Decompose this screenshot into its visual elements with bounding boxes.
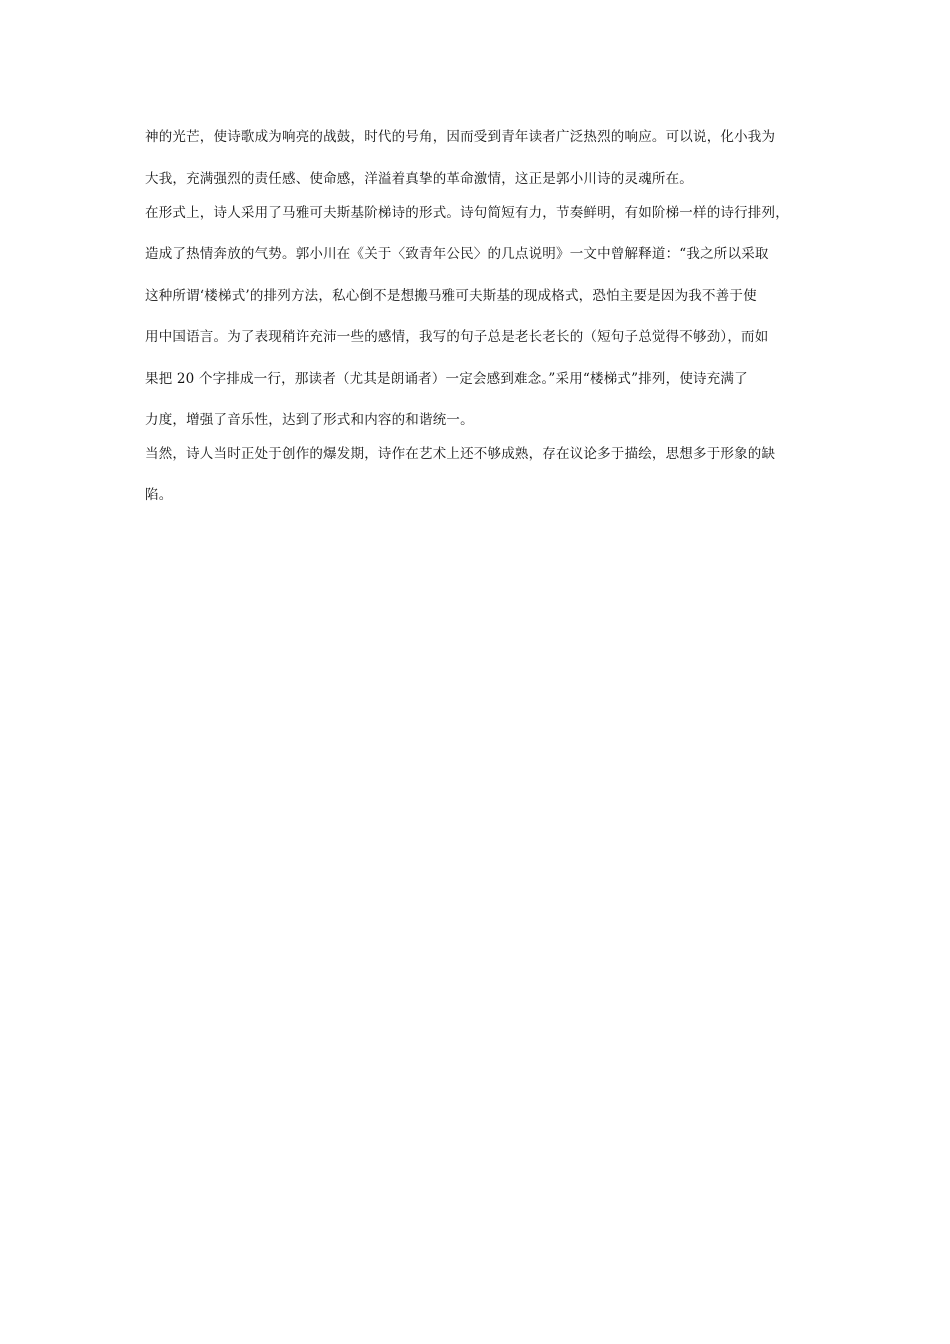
text-line: 当然，诗人当时正处于创作的爆发期，诗作在艺术上还不够成熟，存在议论多于描绘，思想多于形象的缺 <box>145 446 776 462</box>
text-line: 这种所谓‘楼梯式’的排列方法，私心倒不是想搬马雅可夫斯基的现成格式，恐怕主要是因为我不善于使 <box>145 288 757 304</box>
text-line: 造成了热情奔放的气势。郭小川在《关于〈致青年公民〉的几点说明》一文中曾解释道：“我之所以采取 <box>145 246 769 262</box>
text-line: 陷。 <box>145 487 173 503</box>
text-line: 神的光芒，使诗歌成为响亮的战鼓，时代的号角，因而受到青年读者广泛热烈的响应。可以说，化小我为 <box>145 129 776 145</box>
text-line: 力度，增强了音乐性，达到了形式和内容的和谐统一。 <box>145 412 474 428</box>
text-line: 用中国语言。为了表现稍许充沛一些的感情，我写的句子总是老长老长的（短句子总觉得不够劲），而如 <box>145 329 769 345</box>
text-line: 大我，充满强烈的责任感、使命感，洋溢着真挚的革命激情，这正是郭小川诗的灵魂所在。 <box>145 171 693 187</box>
text-line: 在形式上，诗人采用了马雅可夫斯基阶梯诗的形式。诗句简短有力，节奏鲜明，有如阶梯一样的诗行排列， <box>145 205 789 221</box>
text-line: 果把 20 个字排成一行，那读者（尤其是朗诵者）一定会感到难念。”采用“楼梯式”排列，使诗充满了 <box>145 371 748 387</box>
